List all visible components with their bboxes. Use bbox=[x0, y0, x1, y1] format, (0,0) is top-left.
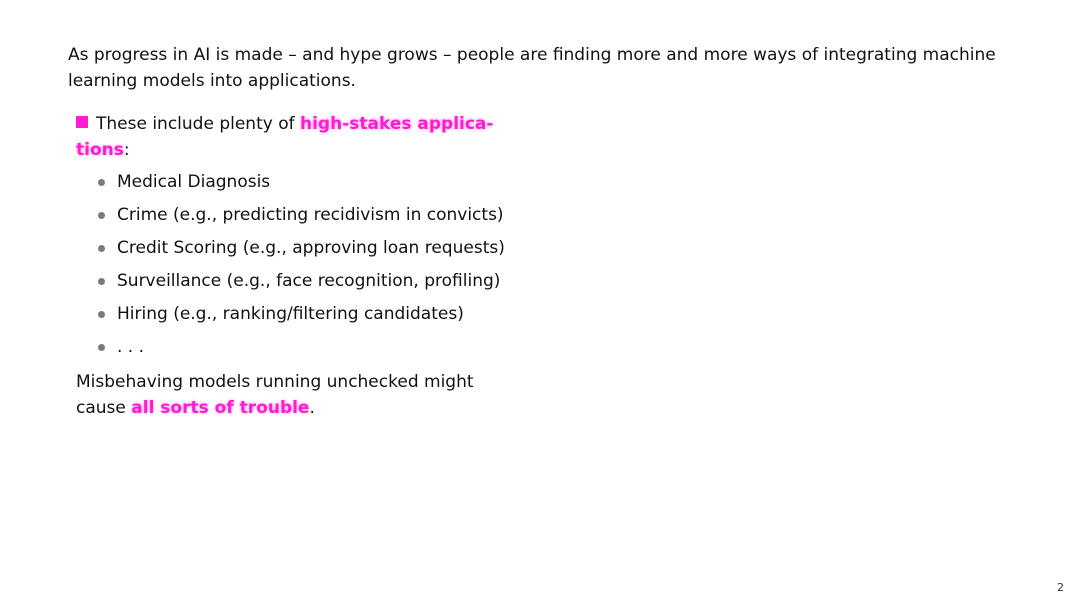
content-block bbox=[76, 111, 516, 421]
list-item bbox=[76, 301, 516, 334]
list-item bbox=[76, 268, 516, 301]
list-item-text: . . . bbox=[117, 337, 145, 357]
list-item-text: Hiring (e.g., ranking/filtering candidates) bbox=[117, 304, 464, 324]
list-item bbox=[76, 169, 516, 202]
block-heading bbox=[76, 111, 516, 163]
list-item bbox=[76, 202, 516, 235]
list-item-text: Crime (e.g., predicting recidivism in convicts) bbox=[117, 205, 504, 225]
list-item bbox=[76, 334, 516, 367]
list-item-text: Medical Diagnosis bbox=[117, 172, 271, 192]
bullet-dot-icon bbox=[98, 179, 105, 186]
intro-paragraph: As progress in AI is made – and hype grows – people are finding more and more ways of integrating machine learning models into applications. bbox=[68, 45, 996, 91]
bullet-dot-icon bbox=[98, 245, 105, 252]
closing-paragraph bbox=[76, 369, 496, 421]
application-list bbox=[76, 169, 516, 367]
bullet-dot-icon bbox=[98, 311, 105, 318]
closing-end: . bbox=[309, 398, 315, 418]
list-item bbox=[76, 235, 516, 268]
block-heading-lead: These include plenty of bbox=[96, 114, 300, 134]
block-heading-end: : bbox=[123, 140, 130, 160]
bullet-dot-icon bbox=[98, 344, 105, 351]
page-number: 2 bbox=[1057, 581, 1064, 594]
square-bullet-icon bbox=[76, 116, 88, 128]
list-item-text: Credit Scoring (e.g., approving loan requests) bbox=[117, 238, 505, 258]
highlight-high-stakes: high-stakes applica-tions bbox=[76, 114, 494, 160]
closing-lead: Misbehaving models running unchecked might cause bbox=[76, 372, 474, 418]
bullet-dot-icon bbox=[98, 212, 105, 219]
highlight-trouble: all sorts of trouble bbox=[131, 398, 310, 418]
bullet-dot-icon bbox=[98, 278, 105, 285]
list-item-text: Surveillance (e.g., face recognition, profiling) bbox=[117, 271, 501, 291]
